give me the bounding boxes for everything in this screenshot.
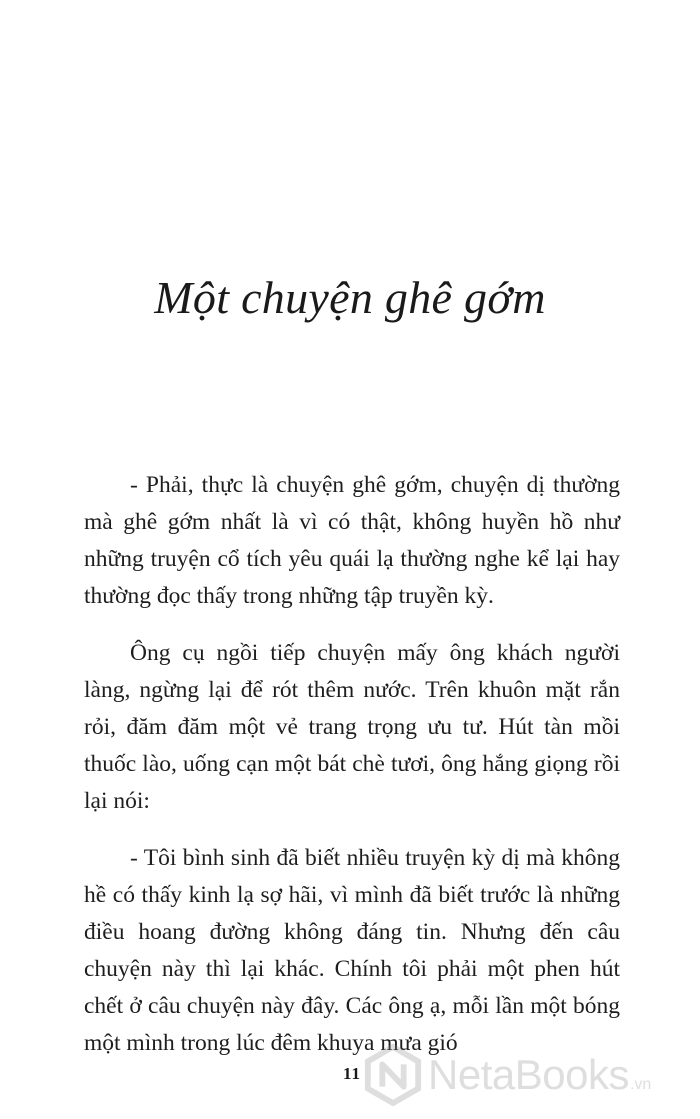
netabooks-logo-icon — [362, 1044, 424, 1106]
paragraph-3: - Tôi bình sinh đã biết nhiều truyện kỳ dị mà không hề có thấy kinh lạ sợ hãi, vì mình đã biết trước là những điều hoang đường không đáng tin. Nhưng đến câu chuyện này thì lại khác. Chính tôi phải một phen hút chết ở câu chuyện này đây. Các ông ạ, mỗi lần một bóng một mình trong lúc đêm khuya mưa gió — [84, 845, 620, 1056]
paragraph-1: - Phải, thực là chuyện ghê gớm, chuyện dị thường mà ghê gớm nhất là vì có thật, không huyền hồ như những truyện cổ tích yêu quái lạ thường nghe kể lại hay thường đọc thấy trong những tập truyền kỳ. — [84, 472, 620, 609]
page-number: 11 — [343, 1064, 362, 1083]
chapter-title: Một chuyện ghê gớm — [154, 272, 546, 323]
chapter-body — [84, 467, 620, 1082]
watermark-text: NetaBooks — [428, 1051, 629, 1098]
watermark — [362, 1040, 692, 1110]
paragraph-2: Ông cụ ngồi tiếp chuyện mấy ông khách người làng, ngừng lại để rót thêm nước. Trên khuôn mặt rắn rỏi, đăm đăm một vẻ trang trọng ưu tư. Hút tàn mồi thuốc lào, uống cạn một bát chè tươi, ông hắng giọng rồi lại nói: — [84, 640, 620, 814]
watermark-suffix: .vn — [629, 1076, 652, 1093]
